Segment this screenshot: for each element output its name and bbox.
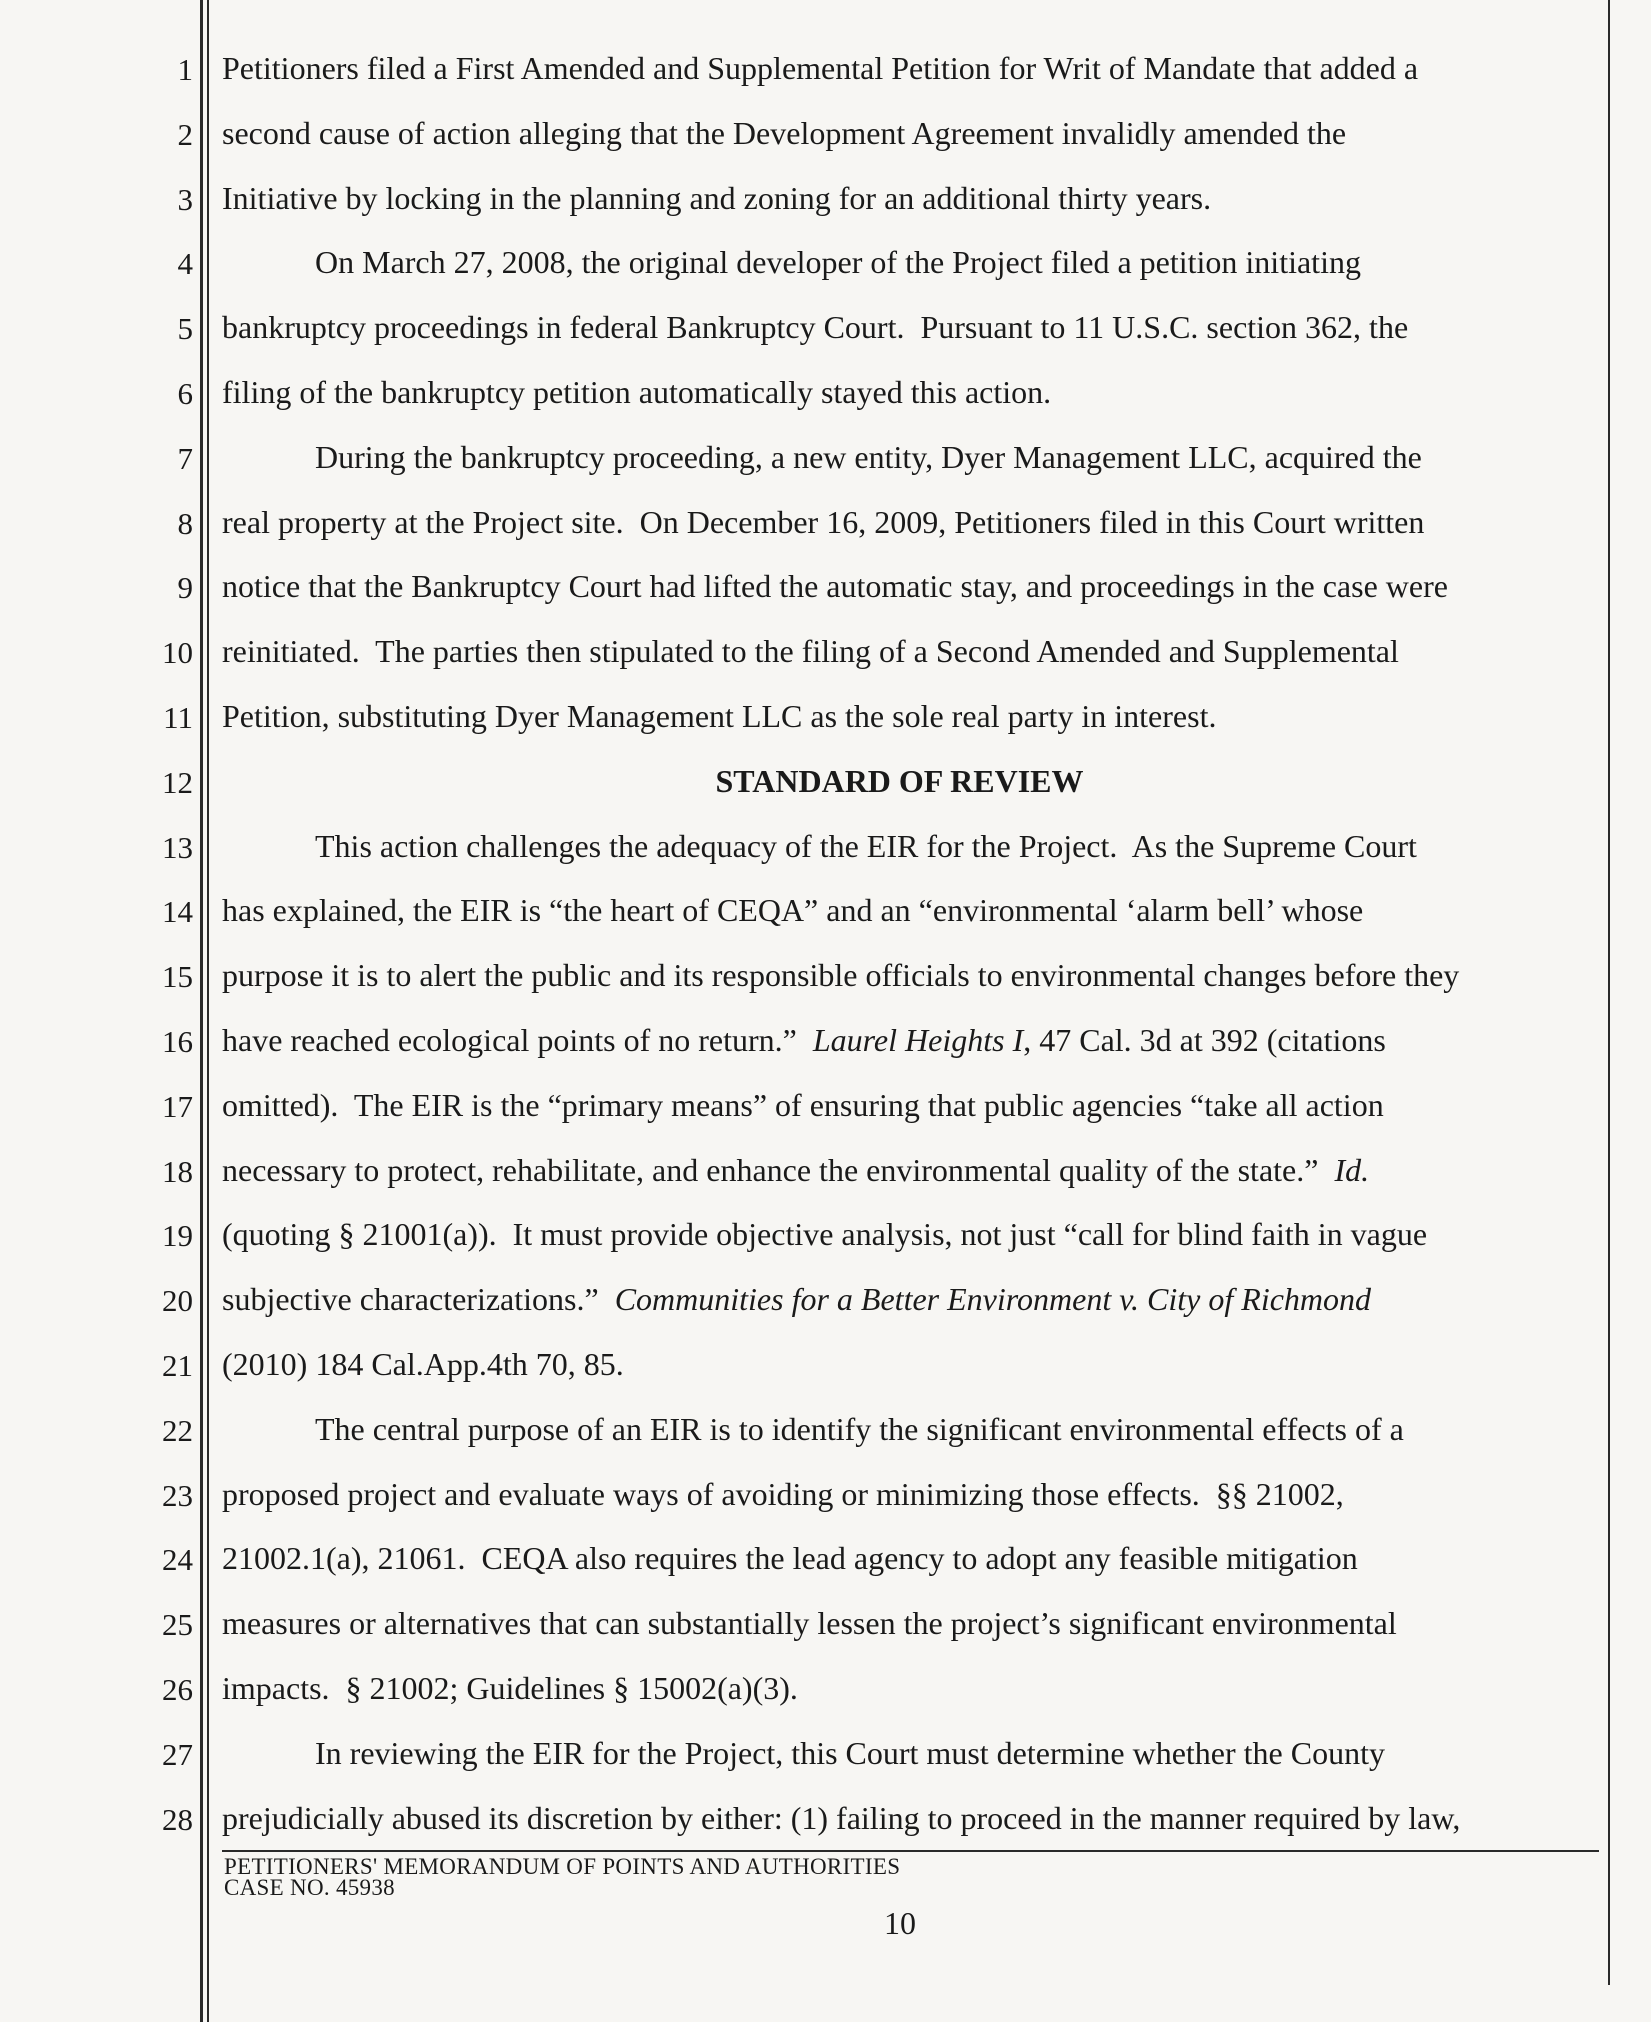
text-line	[315, 828, 1417, 864]
text-line	[222, 892, 1363, 928]
text-line	[315, 244, 1361, 280]
text-line	[315, 1411, 1404, 1447]
line-number: 23	[162, 1477, 193, 1513]
footer-title: PETITIONERS' MEMORANDUM OF POINTS AND AUTHORITIES	[224, 1854, 901, 1879]
line-number: 4	[177, 246, 193, 282]
line-number: 5	[177, 311, 193, 347]
text-line	[315, 439, 1422, 475]
text-segment: Initiative by locking in the planning and zoning for an additional thirty years.	[222, 179, 1212, 216]
text-segment: necessary to protect, rehabilitate, and enhance the environmental quality of the state.”	[222, 1151, 1335, 1188]
text-segment: In reviewing the EIR for the Project, this Court must determine whether the County	[315, 1734, 1385, 1771]
line-number: 14	[162, 894, 193, 930]
left-margin-rule-inner	[207, 0, 209, 2022]
section-heading	[222, 763, 1577, 799]
text-line	[222, 309, 1408, 345]
line-number: 9	[177, 570, 193, 606]
text-line	[222, 180, 1211, 216]
line-number: 6	[177, 376, 193, 411]
text-segment: measures or alternatives that can substantially lessen the project’s significant environmental	[222, 1605, 1397, 1642]
line-number: 28	[162, 1801, 193, 1837]
text-segment: reinitiated. The parties then stipulated to the filing of a Second Amended and Supplemental	[222, 633, 1399, 670]
line-number: 7	[177, 440, 193, 476]
text-segment: bankruptcy proceedings in federal Bankruptcy Court. Pursuant to 11 U.S.C. section 362, the	[222, 309, 1409, 346]
line-number: 17	[162, 1088, 193, 1124]
line-number: 24	[162, 1542, 193, 1578]
citation-italic: Id.	[1334, 1151, 1370, 1188]
line-number: 3	[177, 181, 193, 217]
left-margin-rule-outer	[200, 0, 203, 2022]
line-number: 19	[162, 1218, 193, 1254]
text-line	[222, 1476, 1344, 1512]
text-segment: STANDARD OF REVIEW	[715, 762, 1084, 799]
line-number: 26	[162, 1672, 193, 1707]
right-margin-rule	[1608, 0, 1610, 1985]
text-line	[222, 1152, 1369, 1188]
text-segment: (2010) 184 Cal.App.4th 70, 85.	[222, 1346, 624, 1382]
text-line	[222, 1605, 1397, 1641]
text-segment: real property at the Project site. On December 16, 2009, Petitioners filed in this Court written	[222, 503, 1425, 540]
text-line	[222, 568, 1448, 604]
text-line	[222, 1540, 1358, 1576]
text-segment: omitted). The EIR is the “primary means” of ensuring that public agencies “take all action	[222, 1086, 1384, 1123]
line-number: 22	[162, 1412, 193, 1448]
text-segment: second cause of action alleging that the Development Agreement invalidly amended the	[222, 114, 1347, 151]
text-line	[222, 1216, 1427, 1252]
text-line	[222, 1670, 798, 1706]
text-segment: , 47 Cal. 3d at 392 (citations	[1023, 1022, 1386, 1058]
text-segment: Petitioners filed a First Amended and Supplemental Petition for Writ of Mandate that added a	[222, 50, 1419, 86]
text-segment: On March 27, 2008, the original developer of the Project filed a petition initiating	[315, 244, 1361, 281]
line-number: 8	[177, 505, 193, 541]
line-number: 1	[177, 52, 193, 87]
text-segment: purpose it is to alert the public and its responsible officials to environmental changes before they	[222, 957, 1460, 994]
text-segment: During the bankruptcy proceeding, a new entity, Dyer Management LLC, acquired the	[315, 438, 1422, 475]
text-line	[222, 1281, 1371, 1317]
text-line	[222, 50, 1418, 86]
text-segment: have reached ecological points of no return.”	[222, 1022, 813, 1058]
text-segment: prejudicially abused its discretion by either: (1) failing to proceed in the manner required by law,	[222, 1799, 1461, 1836]
page-number: 10	[884, 1905, 916, 1941]
line-number: 13	[162, 829, 193, 865]
line-number: 27	[162, 1736, 193, 1772]
line-number: 25	[162, 1607, 193, 1643]
text-line	[222, 698, 1216, 734]
text-line	[222, 1346, 624, 1382]
line-number: 2	[177, 116, 193, 152]
line-number: 20	[162, 1283, 193, 1319]
line-number: 12	[162, 764, 193, 800]
text-line	[222, 633, 1399, 669]
citation-italic: Laurel Heights I	[812, 1022, 1024, 1058]
text-segment: has explained, the EIR is “the heart of CEQA” and an “environmental ‘alarm bell’ whose	[222, 892, 1364, 929]
text-line	[222, 374, 1051, 410]
line-number: 21	[162, 1348, 193, 1383]
text-line	[222, 115, 1346, 151]
text-segment: impacts. § 21002; Guidelines § 15002(a)(3).	[222, 1670, 798, 1706]
text-segment: The central purpose of an EIR is to identify the significant environmental effects of a	[315, 1410, 1404, 1447]
text-segment: Petition, substituting Dyer Management LLC as the sole real party in interest.	[222, 698, 1217, 734]
footer-rule	[222, 1850, 1599, 1852]
text-segment: filing of the bankruptcy petition automatically stayed this action.	[222, 374, 1052, 410]
text-line	[222, 1800, 1460, 1836]
text-segment: This action challenges the adequacy of the EIR for the Project. As the Supreme Court	[315, 827, 1417, 864]
text-line	[222, 504, 1424, 540]
line-number: 10	[162, 635, 193, 671]
text-line	[222, 957, 1459, 993]
footer-case-number: CASE NO. 45938	[224, 1875, 395, 1900]
text-segment: 21002.1(a), 21061. CEQA also requires the lead agency to adopt any feasible mitigation	[222, 1540, 1358, 1577]
text-segment: proposed project and evaluate ways of avoiding or minimizing those effects. §§ 21002,	[222, 1475, 1344, 1512]
citation-italic: Communities for a Better Environment v. City of Richmond	[614, 1281, 1372, 1318]
text-segment: (quoting § 21001(a)). It must provide objective analysis, not just “call for blind faith in vague	[222, 1216, 1428, 1253]
text-line	[222, 1022, 1386, 1058]
text-line	[222, 1087, 1384, 1123]
text-segment: subjective characterizations.”	[222, 1281, 615, 1318]
line-number: 11	[163, 700, 193, 735]
line-number: 18	[162, 1153, 193, 1189]
text-line	[315, 1735, 1385, 1771]
text-segment: notice that the Bankruptcy Court had lifted the automatic stay, and proceedings in the case were	[222, 568, 1448, 605]
line-number: 16	[162, 1024, 193, 1059]
line-number: 15	[162, 959, 193, 995]
